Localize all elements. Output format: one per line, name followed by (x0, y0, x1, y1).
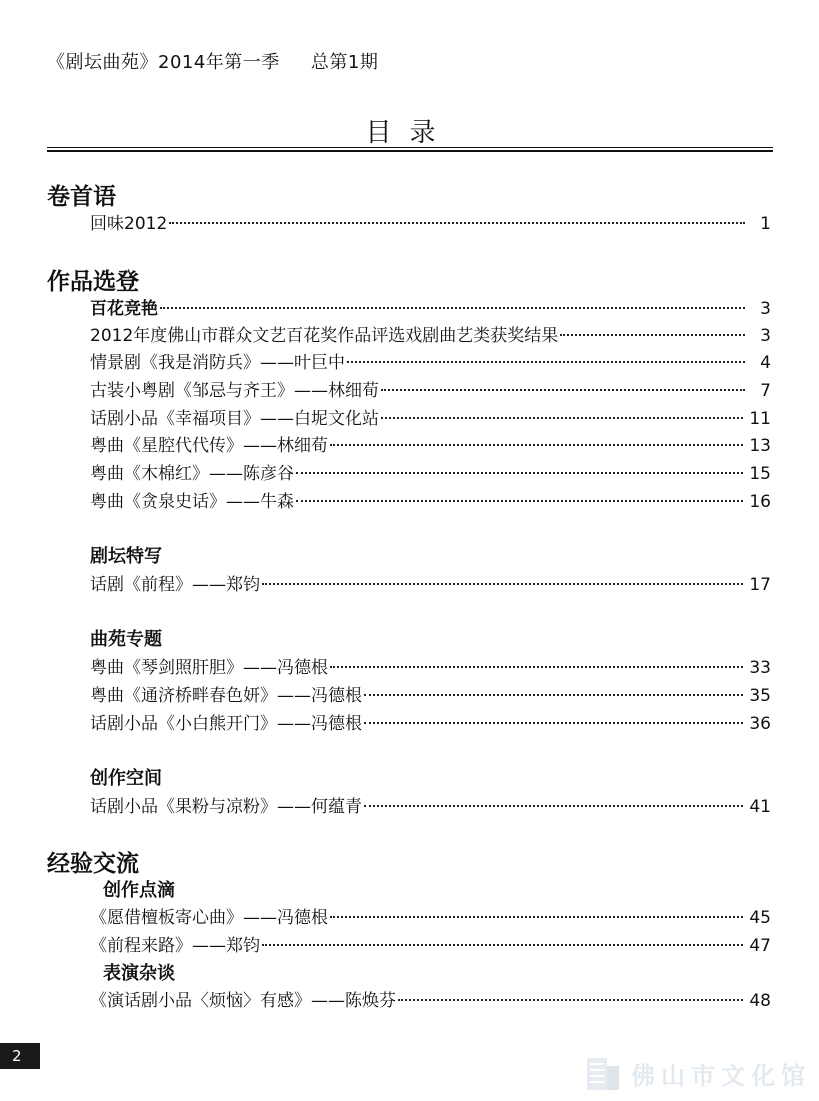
subsection-title: 曲苑专题 (90, 629, 162, 650)
toc-entry[interactable] (90, 348, 771, 374)
toc-entry[interactable] (90, 321, 771, 347)
entry-page: 33 (749, 658, 771, 678)
section-title-works: 作品选登 (47, 269, 139, 295)
dot-leader (262, 943, 743, 946)
entry-title: 话剧小品《幸福项目》——白坭文化站 (90, 409, 379, 429)
dot-leader (330, 665, 743, 668)
dot-leader (347, 360, 745, 363)
section-title-experience: 经验交流 (47, 851, 139, 877)
toc-entry[interactable] (90, 459, 771, 485)
toc-entry[interactable] (90, 294, 771, 320)
toc-entry[interactable] (90, 404, 771, 430)
toc-entry[interactable] (90, 986, 771, 1012)
entry-title: 话剧小品《果粉与凉粉》——何蕴青 (90, 797, 362, 817)
dot-leader (364, 804, 743, 807)
entry-title: 粤曲《木棉红》——陈彦谷 (90, 464, 294, 484)
toc-entry[interactable] (90, 376, 771, 402)
dot-leader (364, 721, 743, 724)
issue-header: 《剧坛曲苑》2014年第一季 总第1期 (47, 52, 379, 73)
entry-title: 粤曲《贪泉史话》——牛森 (90, 492, 294, 512)
toc-entry[interactable] (90, 653, 771, 679)
page-number-badge: 2 (0, 1043, 40, 1069)
toc-entry[interactable] (90, 792, 771, 818)
dot-leader (169, 221, 745, 224)
entry-page: 13 (749, 436, 771, 456)
entry-title: 粤曲《通济桥畔春色妍》——冯德根 (90, 686, 362, 706)
toc-entry[interactable] (90, 487, 771, 513)
dot-leader (381, 388, 745, 391)
entry-page: 15 (749, 464, 771, 484)
entry-page: 7 (760, 381, 771, 401)
entry-title: 《演话剧小品〈烦恼〉有感》——陈焕芬 (90, 991, 396, 1011)
toc-entry[interactable] (90, 681, 771, 707)
dot-leader (560, 333, 745, 336)
dot-leader (330, 915, 743, 918)
toc-entry[interactable] (90, 570, 771, 596)
subsection-title: 创作点滴 (103, 880, 175, 901)
entry-page: 48 (749, 991, 771, 1011)
dot-leader (262, 582, 743, 585)
entry-title: 粤曲《琴剑照肝胆》——冯德根 (90, 658, 328, 678)
dot-leader (330, 443, 743, 446)
entry-page: 4 (760, 353, 771, 373)
entry-title: 话剧小品《小白熊开门》——冯德根 (90, 714, 362, 734)
title-rule-thin (47, 147, 773, 148)
entry-title: 《前程来路》——郑钧 (90, 936, 260, 956)
watermark (583, 1053, 811, 1093)
toc-title: 目录 (365, 118, 454, 148)
entry-page: 17 (749, 575, 771, 595)
dot-leader (296, 471, 743, 474)
entry-page: 3 (760, 299, 771, 319)
subsection-title: 剧坛特写 (90, 546, 162, 567)
subsection-title: 创作空间 (90, 768, 162, 789)
entry-page: 41 (749, 797, 771, 817)
entry-title: 《愿借檀板寄心曲》——冯德根 (90, 908, 328, 928)
entry-page: 11 (749, 409, 771, 429)
dot-leader (296, 499, 743, 502)
entry-page: 1 (760, 214, 771, 234)
entry-title: 百花竞艳 (90, 299, 158, 319)
entry-title: 古装小粤剧《邹忌与齐王》——林细荀 (90, 381, 379, 401)
entry-page: 45 (749, 908, 771, 928)
entry-page: 16 (749, 492, 771, 512)
dot-leader (381, 416, 743, 419)
subsection-title: 表演杂谈 (103, 963, 175, 984)
entry-page: 35 (749, 686, 771, 706)
entry-title: 情景剧《我是消防兵》——叶巨中 (90, 353, 345, 373)
entry-title: 回味2012 (90, 214, 168, 234)
section-title-preface: 卷首语 (47, 184, 116, 210)
dot-leader (160, 306, 745, 309)
entry-page: 3 (760, 326, 771, 346)
entry-title: 话剧《前程》——郑钧 (90, 575, 260, 595)
entry-page: 36 (749, 714, 771, 734)
dot-leader (364, 693, 743, 696)
entry-page: 47 (749, 936, 771, 956)
toc-entry[interactable] (90, 209, 771, 235)
title-rule-thick (47, 150, 773, 152)
building-icon (583, 1054, 623, 1092)
entry-title: 粤曲《星腔代代传》——林细荀 (90, 436, 328, 456)
toc-entry[interactable] (90, 931, 771, 957)
toc-entry[interactable] (90, 903, 771, 929)
dot-leader (398, 998, 743, 1001)
toc-entry[interactable] (90, 431, 771, 457)
watermark-text: 佛山市文化馆 (631, 1060, 811, 1090)
toc-entry[interactable] (90, 709, 771, 735)
entry-title: 2012年度佛山市群众文艺百花奖作品评选戏剧曲艺类获奖结果 (90, 326, 559, 346)
